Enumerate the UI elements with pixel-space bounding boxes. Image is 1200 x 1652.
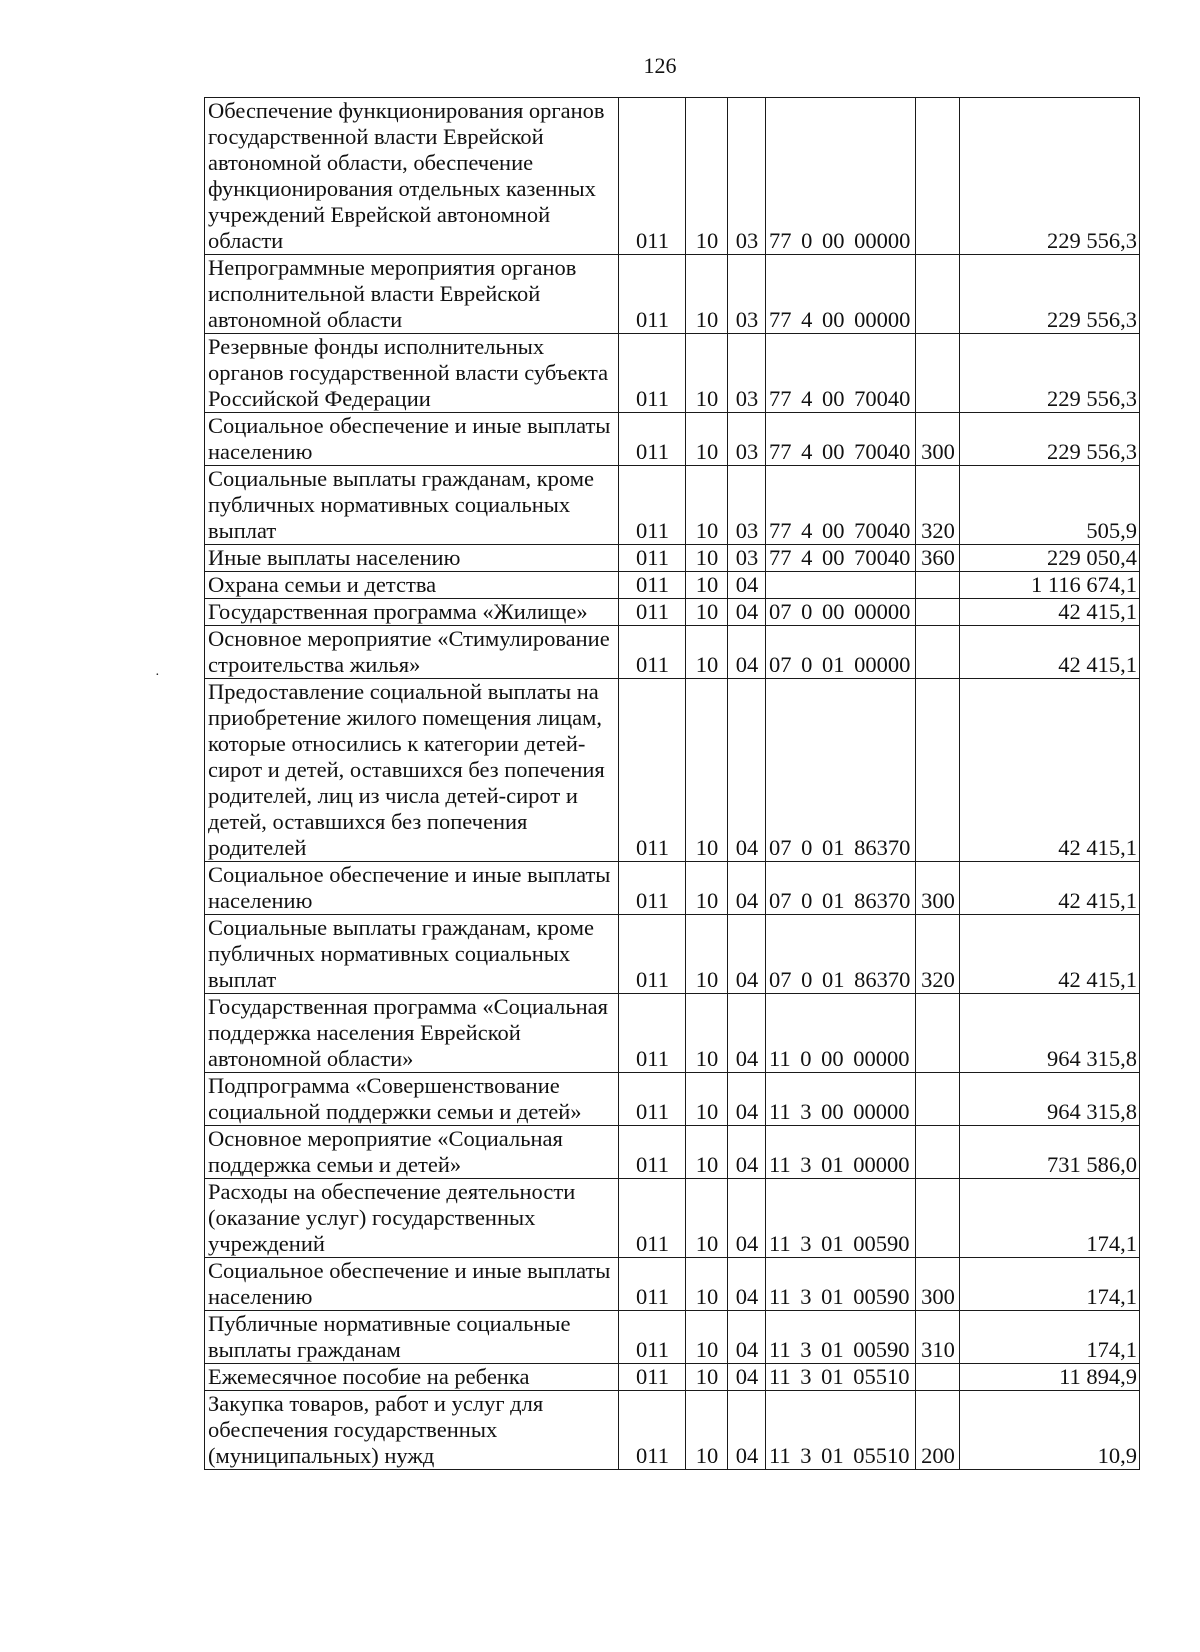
row-name-cell: Резервные фонды исполнительных органов государственной власти субъекта Российской Федерации (205, 334, 619, 413)
row-grbs-cell: 011 (619, 1073, 686, 1126)
row-subsection-cell: 04 (728, 679, 766, 862)
row-subsection-cell: 03 (728, 413, 766, 466)
row-amount-cell: 10,9 (960, 1391, 1140, 1470)
row-subsection-cell: 03 (728, 334, 766, 413)
table-row (205, 466, 1140, 545)
row-subsection-cell: 04 (728, 994, 766, 1073)
row-section-cell: 10 (686, 334, 728, 413)
row-amount-cell: 229 556,3 (960, 255, 1140, 334)
row-grbs-cell: 011 (619, 545, 686, 572)
row-expense-type-cell (916, 255, 960, 334)
table-row (205, 626, 1140, 679)
row-section-cell: 10 (686, 1126, 728, 1179)
row-target-article-cell: 07 0 00 00000 (766, 599, 916, 626)
row-name-cell: Социальное обеспечение и иные выплаты населению (205, 413, 619, 466)
row-amount-cell: 505,9 (960, 466, 1140, 545)
row-name-cell: Социальные выплаты гражданам, кроме публичных нормативных социальных выплат (205, 915, 619, 994)
row-name-cell: Основное мероприятие «Стимулирование строительства жилья» (205, 626, 619, 679)
row-target-article-cell: 07 0 01 00000 (766, 626, 916, 679)
table-row (205, 1073, 1140, 1126)
row-name-cell: Обеспечение функционирования органов государственной власти Еврейской автономной области, обеспечение функционирования отдельных казенных учреждений Еврейской автономной области (205, 98, 619, 255)
row-subsection-cell: 04 (728, 862, 766, 915)
row-subsection-cell: 04 (728, 1126, 766, 1179)
row-amount-cell: 1 116 674,1 (960, 572, 1140, 599)
row-expense-type-cell: 300 (916, 862, 960, 915)
table-row (205, 545, 1140, 572)
row-target-article-cell: 77 4 00 70040 (766, 334, 916, 413)
scan-artifact-dot: · (155, 668, 160, 683)
row-name-cell: Предоставление социальной выплаты на приобретение жилого помещения лицам, которые относились к категории детей-сирот и детей, оставшихся без попечения родителей, лиц из числа детей-сирот и детей, оставшихся без попечения родителей (205, 679, 619, 862)
table-row (205, 413, 1140, 466)
row-name-cell: Социальное обеспечение и иные выплаты населению (205, 862, 619, 915)
row-section-cell: 10 (686, 679, 728, 862)
row-grbs-cell: 011 (619, 255, 686, 334)
row-section-cell: 10 (686, 1311, 728, 1364)
row-target-article-cell: 11 3 01 05510 (766, 1391, 916, 1470)
budget-table-body (205, 98, 1140, 1470)
row-grbs-cell: 011 (619, 98, 686, 255)
table-row (205, 915, 1140, 994)
row-expense-type-cell (916, 679, 960, 862)
row-subsection-cell: 04 (728, 572, 766, 599)
row-expense-type-cell (916, 1073, 960, 1126)
row-name-cell: Иные выплаты населению (205, 545, 619, 572)
row-subsection-cell: 04 (728, 1391, 766, 1470)
row-amount-cell: 229 556,3 (960, 413, 1140, 466)
row-expense-type-cell (916, 572, 960, 599)
row-expense-type-cell: 310 (916, 1311, 960, 1364)
row-subsection-cell: 04 (728, 1258, 766, 1311)
row-amount-cell: 229 556,3 (960, 98, 1140, 255)
table-row (205, 862, 1140, 915)
table-row (205, 1179, 1140, 1258)
row-amount-cell: 11 894,9 (960, 1364, 1140, 1391)
row-name-cell: Социальное обеспечение и иные выплаты населению (205, 1258, 619, 1311)
row-grbs-cell: 011 (619, 1126, 686, 1179)
row-amount-cell: 42 415,1 (960, 915, 1140, 994)
table-row (205, 599, 1140, 626)
row-expense-type-cell: 200 (916, 1391, 960, 1470)
row-target-article-cell: 11 3 01 00590 (766, 1311, 916, 1364)
row-target-article-cell: 07 0 01 86370 (766, 862, 916, 915)
row-name-cell: Публичные нормативные социальные выплаты гражданам (205, 1311, 619, 1364)
row-target-article-cell: 11 0 00 00000 (766, 994, 916, 1073)
table-row (205, 1126, 1140, 1179)
row-grbs-cell: 011 (619, 915, 686, 994)
row-name-cell: Основное мероприятие «Социальная поддержка семьи и детей» (205, 1126, 619, 1179)
row-expense-type-cell: 360 (916, 545, 960, 572)
row-subsection-cell: 03 (728, 98, 766, 255)
row-name-cell: Непрограммные мероприятия органов исполнительной власти Еврейской автономной области (205, 255, 619, 334)
page-number: 126 (643, 53, 677, 78)
table-row (205, 334, 1140, 413)
row-grbs-cell: 011 (619, 466, 686, 545)
row-expense-type-cell (916, 599, 960, 626)
row-name-cell: Государственная программа «Жилище» (205, 599, 619, 626)
row-target-article-cell: 77 4 00 00000 (766, 255, 916, 334)
row-grbs-cell: 011 (619, 994, 686, 1073)
row-subsection-cell: 03 (728, 466, 766, 545)
row-name-cell: Ежемесячное пособие на ребенка (205, 1364, 619, 1391)
table-row (205, 1311, 1140, 1364)
row-subsection-cell: 04 (728, 599, 766, 626)
table-row (205, 679, 1140, 862)
row-target-article-cell: 11 3 01 00000 (766, 1126, 916, 1179)
row-expense-type-cell (916, 1179, 960, 1258)
row-section-cell: 10 (686, 626, 728, 679)
row-name-cell: Социальные выплаты гражданам, кроме публичных нормативных социальных выплат (205, 466, 619, 545)
row-target-article-cell: 11 3 01 00590 (766, 1179, 916, 1258)
budget-table (204, 97, 1140, 1470)
row-grbs-cell: 011 (619, 1258, 686, 1311)
row-section-cell: 10 (686, 466, 728, 545)
row-expense-type-cell: 320 (916, 915, 960, 994)
row-target-article-cell: 11 3 01 00590 (766, 1258, 916, 1311)
row-grbs-cell: 011 (619, 413, 686, 466)
row-grbs-cell: 011 (619, 334, 686, 413)
table-row (205, 98, 1140, 255)
row-section-cell: 10 (686, 1073, 728, 1126)
table-row (205, 1364, 1140, 1391)
row-section-cell: 10 (686, 1179, 728, 1258)
row-amount-cell: 731 586,0 (960, 1126, 1140, 1179)
row-subsection-cell: 04 (728, 1179, 766, 1258)
row-section-cell: 10 (686, 599, 728, 626)
row-grbs-cell: 011 (619, 1179, 686, 1258)
row-section-cell: 10 (686, 1364, 728, 1391)
row-expense-type-cell: 300 (916, 413, 960, 466)
table-row (205, 255, 1140, 334)
row-section-cell: 10 (686, 98, 728, 255)
row-amount-cell: 174,1 (960, 1258, 1140, 1311)
row-name-cell: Закупка товаров, работ и услуг для обеспечения государственных (муниципальных) нужд (205, 1391, 619, 1470)
row-target-article-cell: 77 0 00 00000 (766, 98, 916, 255)
row-grbs-cell: 011 (619, 599, 686, 626)
row-amount-cell: 229 050,4 (960, 545, 1140, 572)
row-grbs-cell: 011 (619, 572, 686, 599)
row-target-article-cell: 11 3 01 05510 (766, 1364, 916, 1391)
row-amount-cell: 229 556,3 (960, 334, 1140, 413)
row-target-article-cell: 07 0 01 86370 (766, 915, 916, 994)
row-amount-cell: 174,1 (960, 1311, 1140, 1364)
row-grbs-cell: 011 (619, 679, 686, 862)
row-amount-cell: 42 415,1 (960, 626, 1140, 679)
row-target-article-cell: 77 4 00 70040 (766, 466, 916, 545)
row-amount-cell: 964 315,8 (960, 1073, 1140, 1126)
table-row (205, 1391, 1140, 1470)
row-name-cell: Охрана семьи и детства (205, 572, 619, 599)
row-grbs-cell: 011 (619, 1311, 686, 1364)
row-section-cell: 10 (686, 545, 728, 572)
row-amount-cell: 174,1 (960, 1179, 1140, 1258)
row-expense-type-cell (916, 626, 960, 679)
row-section-cell: 10 (686, 862, 728, 915)
row-subsection-cell: 03 (728, 545, 766, 572)
row-amount-cell: 964 315,8 (960, 994, 1140, 1073)
row-section-cell: 10 (686, 413, 728, 466)
row-name-cell: Подпрограмма «Совершенствование социальной поддержки семьи и детей» (205, 1073, 619, 1126)
row-amount-cell: 42 415,1 (960, 599, 1140, 626)
row-target-article-cell: 77 4 00 70040 (766, 545, 916, 572)
row-expense-type-cell (916, 994, 960, 1073)
row-subsection-cell: 04 (728, 915, 766, 994)
row-subsection-cell: 03 (728, 255, 766, 334)
row-target-article-cell: 07 0 01 86370 (766, 679, 916, 862)
row-amount-cell: 42 415,1 (960, 862, 1140, 915)
row-subsection-cell: 04 (728, 1073, 766, 1126)
row-section-cell: 10 (686, 255, 728, 334)
row-section-cell: 10 (686, 994, 728, 1073)
row-grbs-cell: 011 (619, 1391, 686, 1470)
row-subsection-cell: 04 (728, 626, 766, 679)
row-section-cell: 10 (686, 572, 728, 599)
row-target-article-cell (766, 572, 916, 599)
row-expense-type-cell: 300 (916, 1258, 960, 1311)
table-row (205, 1258, 1140, 1311)
row-section-cell: 10 (686, 1258, 728, 1311)
row-expense-type-cell: 320 (916, 466, 960, 545)
row-expense-type-cell (916, 98, 960, 255)
row-grbs-cell: 011 (619, 862, 686, 915)
row-grbs-cell: 011 (619, 1364, 686, 1391)
row-expense-type-cell (916, 1364, 960, 1391)
row-subsection-cell: 04 (728, 1311, 766, 1364)
row-name-cell: Расходы на обеспечение деятельности (оказание услуг) государственных учреждений (205, 1179, 619, 1258)
row-expense-type-cell (916, 334, 960, 413)
row-section-cell: 10 (686, 915, 728, 994)
row-grbs-cell: 011 (619, 626, 686, 679)
row-expense-type-cell (916, 1126, 960, 1179)
row-name-cell: Государственная программа «Социальная поддержка населения Еврейской автономной области» (205, 994, 619, 1073)
table-row (205, 994, 1140, 1073)
row-subsection-cell: 04 (728, 1364, 766, 1391)
table-row (205, 572, 1140, 599)
row-section-cell: 10 (686, 1391, 728, 1470)
row-amount-cell: 42 415,1 (960, 679, 1140, 862)
row-target-article-cell: 77 4 00 70040 (766, 413, 916, 466)
row-target-article-cell: 11 3 00 00000 (766, 1073, 916, 1126)
